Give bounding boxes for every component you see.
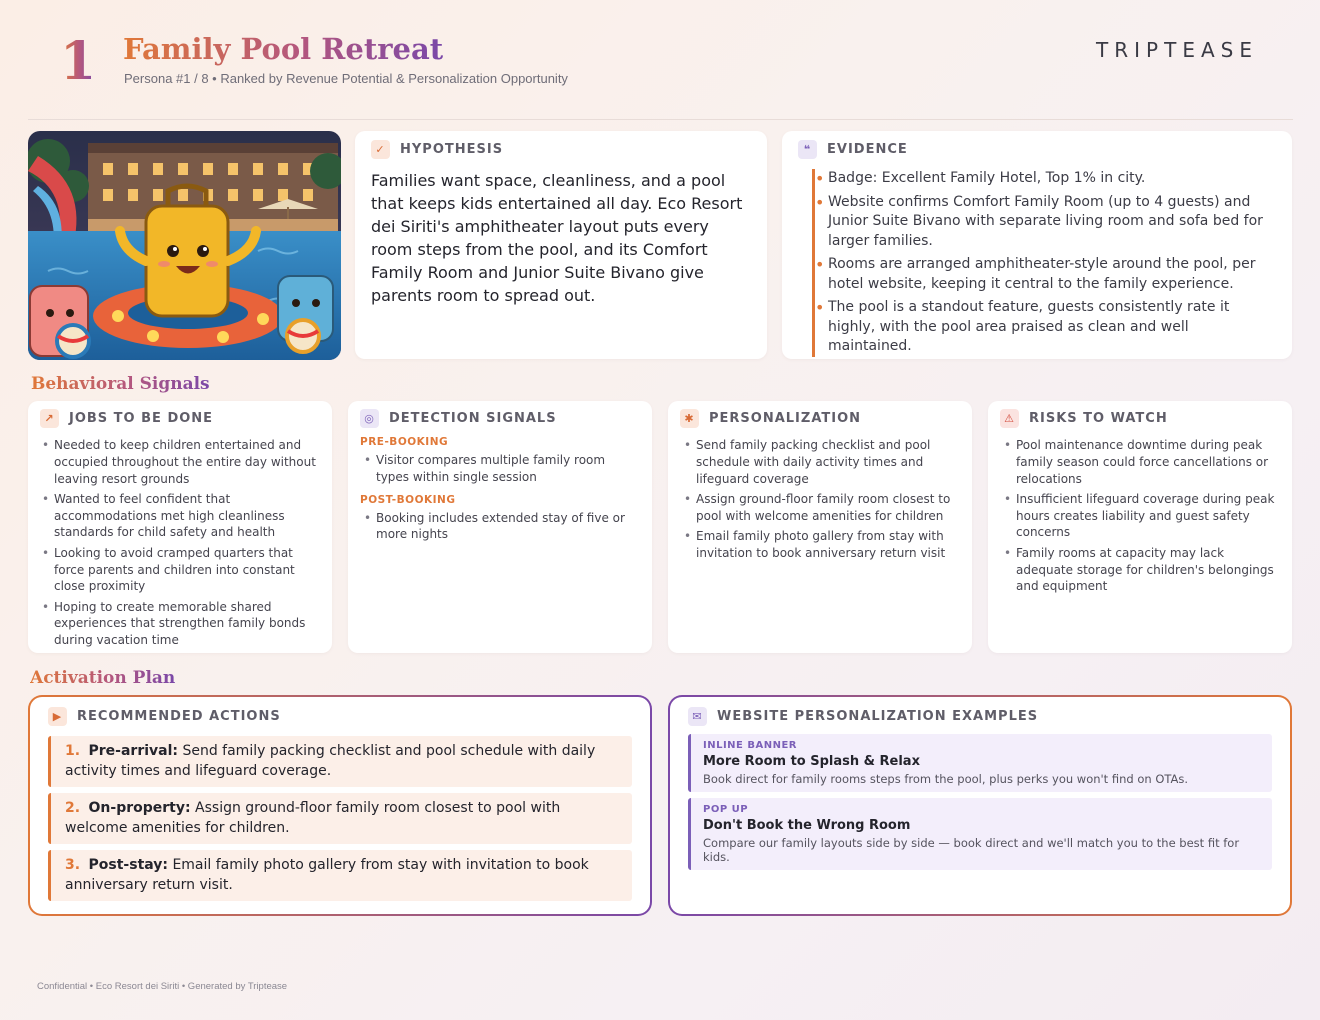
target-icon: ◎ — [360, 409, 379, 428]
evidence-card — [782, 131, 1292, 359]
action-number: 3. — [65, 857, 81, 873]
example-title: More Room to Splash & Relax — [703, 754, 920, 769]
activation-plan-title: Activation Plan — [30, 668, 176, 688]
website-label: WEBSITE PERSONALIZATION EXAMPLES — [717, 709, 1039, 724]
example-text: Compare our family layouts side by side — book direct and we'll match you to the best fit for kids. — [703, 836, 1240, 864]
quote-icon: ❝ — [798, 140, 817, 159]
action-text: Send family packing checklist and pool schedule with daily activity times and lifeguard coverage. — [65, 743, 596, 779]
risks-card — [988, 401, 1292, 653]
list-item: • Send family packing checklist and pool schedule with daily activity times and lifeguard coverage — [680, 437, 960, 487]
list-item: • Wanted to feel confident that accommodations met high cleanliness standards for child safety and health — [38, 491, 322, 541]
list-item: • Insufficient lifeguard coverage during peak hours creates liability and guest safety concerns — [1000, 491, 1280, 541]
evidence-item: • The pool is a standout feature, guests consistently rate it highly, with the pool area praised as clean and well maintained. — [828, 298, 1276, 357]
action-item — [48, 793, 632, 844]
jobs-list — [38, 437, 322, 649]
list-item: • Looking to avoid cramped quarters that force parents and children into constant close proximity — [38, 545, 322, 595]
example-item — [688, 734, 1272, 792]
list-item: • Pool maintenance downtime during peak family season could force cancellations or relocations — [1000, 437, 1280, 487]
risks-list — [1000, 437, 1280, 595]
page-title: Family Pool Retreat — [123, 32, 444, 66]
website-personalization-card — [668, 695, 1292, 916]
list-item: • Family rooms at capacity may lack adequate storage for children's belongings and equipment — [1000, 545, 1280, 595]
hypothesis-label: HYPOTHESIS — [400, 142, 504, 157]
evidence-item: • Rooms are arranged amphitheater-style around the pool, per hotel website, keeping it central to the family experience. — [828, 255, 1276, 294]
recommended-actions-card — [28, 695, 652, 916]
personalization-card — [668, 401, 972, 653]
risks-label: RISKS TO WATCH — [1029, 411, 1168, 426]
behavioral-signals-title: Behavioral Signals — [31, 374, 210, 394]
list-item: • Hoping to create memorable shared experiences that strengthen family bonds during vacation time — [38, 599, 322, 649]
action-number: 2. — [65, 800, 81, 816]
list-item: • Assign ground-floor family room closest to pool with welcome amenities for children — [680, 491, 960, 525]
list-item: • Needed to keep children entertained and occupied throughout the entire day without leaving resort grounds — [38, 437, 322, 487]
jobs-label: JOBS TO BE DONE — [69, 411, 214, 426]
list-item: • Email family photo gallery from stay with invitation to book anniversary return visit — [680, 528, 960, 562]
evidence-label: EVIDENCE — [827, 142, 908, 157]
example-text: Book direct for family rooms steps from the pool, plus perks you won't find on OTAs. — [703, 772, 1189, 786]
header-divider — [28, 119, 1293, 120]
pre-booking-label: PRE-BOOKING — [360, 436, 449, 448]
action-phase: On-property: — [88, 800, 191, 816]
page-subtitle: Persona #1 / 8 • Ranked by Revenue Potential & Personalization Opportunity — [124, 71, 568, 86]
action-item — [48, 736, 632, 787]
hypothesis-text: Families want space, cleanliness, and a pool that keeps kids entertained all day. Eco Resort dei Siriti's amphitheater layout puts every room steps from the pool, and its Comfort Family Room and Junior Suite Bivano give parents room to spread out. — [371, 171, 743, 305]
list-item: • Booking includes extended stay of five or more nights — [360, 510, 640, 544]
pre-booking-list — [360, 452, 640, 486]
action-phase: Pre-arrival: — [88, 743, 179, 759]
mail-icon: ✉ — [688, 707, 707, 726]
personalization-label: PERSONALIZATION — [709, 411, 862, 426]
example-tag: INLINE BANNER — [703, 740, 797, 751]
detection-label: DETECTION SIGNALS — [389, 411, 557, 426]
evidence-item: • Website confirms Comfort Family Room (up to 4 guests) and Junior Suite Bivano with separate living room and sofa bed for larger families. — [828, 193, 1276, 252]
action-item — [48, 850, 632, 901]
hypothesis-card — [355, 131, 767, 359]
example-tag: POP UP — [703, 804, 749, 815]
hero-illustration — [28, 131, 341, 360]
action-text: Email family photo gallery from stay with invitation to book anniversary return visit. — [65, 857, 589, 893]
post-booking-label: POST-BOOKING — [360, 493, 456, 506]
jobs-card — [28, 401, 332, 653]
actions-label: RECOMMENDED ACTIONS — [77, 709, 281, 724]
example-item — [688, 798, 1272, 870]
brand-logo: TRIPTEASE — [1096, 38, 1258, 62]
page-footer: Confidential • Eco Resort dei Siriti • Generated by Triptease — [37, 981, 288, 992]
page-header — [0, 0, 1320, 120]
persona-rank: 1 — [60, 31, 97, 92]
list-item: • Visitor compares multiple family room types within single session — [360, 452, 640, 486]
sparkle-icon: ✱ — [680, 409, 699, 428]
detection-card — [348, 401, 652, 653]
evidence-list — [812, 169, 1276, 357]
play-icon: ▶ — [48, 707, 67, 726]
personalization-list — [680, 437, 960, 562]
action-number: 1. — [65, 743, 81, 759]
post-booking-list — [360, 510, 640, 544]
arrow-up-right-icon: ↗ — [40, 409, 59, 428]
check-icon: ✓ — [371, 140, 390, 159]
evidence-item: • Badge: Excellent Family Hotel, Top 1% in city. — [828, 169, 1276, 189]
action-phase: Post-stay: — [88, 857, 168, 873]
warning-icon: ⚠ — [1000, 409, 1019, 428]
example-title: Don't Book the Wrong Room — [703, 818, 911, 833]
action-text: Assign ground-floor family room closest to pool with welcome amenities for children. — [65, 800, 561, 836]
